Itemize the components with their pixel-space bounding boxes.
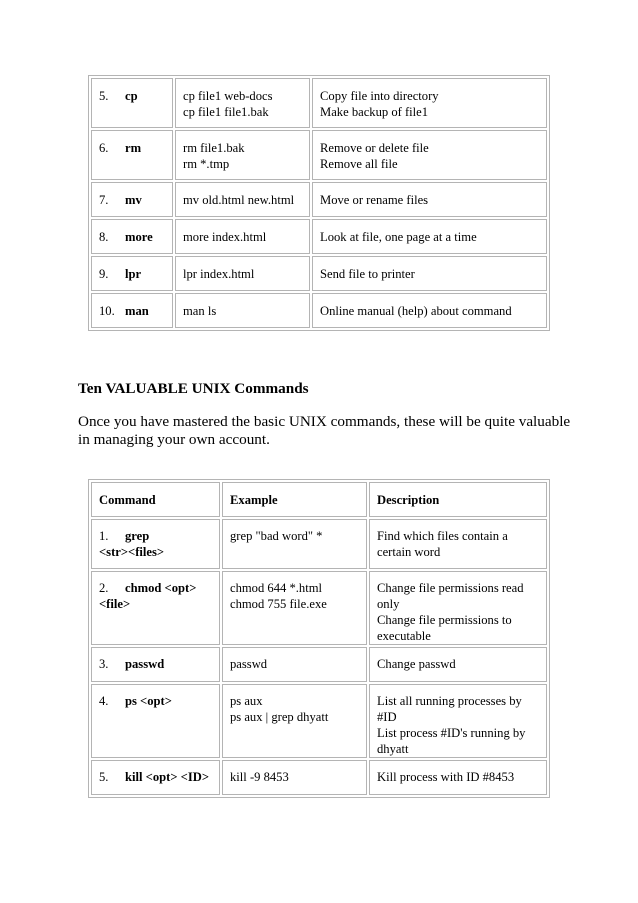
basic-commands-table: [88, 75, 550, 331]
cell-line: Make backup of file1: [320, 105, 429, 119]
command-cell: [91, 760, 220, 795]
command-name: kill <opt> <ID>: [125, 770, 209, 784]
table-row: [91, 130, 547, 180]
cell-line: #ID: [377, 710, 397, 724]
command-name: rm: [125, 141, 142, 155]
command-cell: [91, 519, 220, 569]
description-cell: [312, 78, 547, 128]
command-cell: [91, 684, 220, 758]
cell-line: Send file to printer: [320, 267, 415, 281]
row-number: 2.: [99, 581, 109, 595]
row-number: 5.: [99, 770, 109, 784]
cell-line: Remove or delete file: [320, 141, 429, 155]
table-row: [91, 256, 547, 291]
example-cell: [175, 219, 310, 254]
cell-line: executable: [377, 629, 431, 643]
command-cell: [91, 130, 173, 180]
command-name: grep: [125, 529, 150, 543]
row-number: 8.: [99, 230, 109, 244]
example-cell: [175, 256, 310, 291]
table-row: [91, 219, 547, 254]
description-cell: [312, 256, 547, 291]
description-cell: [369, 571, 547, 645]
command-name: mv: [125, 193, 142, 207]
command-name: cp: [125, 89, 138, 103]
example-cell: [222, 571, 367, 645]
description-cell: [312, 219, 547, 254]
cell-line: ps aux | grep dhyatt: [230, 710, 329, 724]
row-number: 3.: [99, 657, 109, 671]
table-row: [91, 647, 547, 682]
cell-line: Online manual (help) about command: [320, 304, 512, 318]
command-name: chmod <opt>: [125, 581, 197, 595]
header-command: Command: [91, 482, 220, 517]
command-cell: [91, 647, 220, 682]
cell-line: Kill process with ID #8453: [377, 770, 515, 784]
command-cell: [91, 219, 173, 254]
row-number: 5.: [99, 89, 109, 103]
command-name: more: [125, 230, 153, 244]
description-cell: [369, 647, 547, 682]
cell-line: chmod 644 *.html: [230, 581, 322, 595]
row-number: 7.: [99, 193, 109, 207]
command-name: passwd: [125, 657, 165, 671]
command-name: lpr: [125, 267, 142, 281]
cell-line: Remove all file: [320, 157, 398, 171]
section-intro: Once you have mastered the basic UNIX commands, these will be quite valuable in managing your own account.: [78, 413, 571, 448]
example-cell: [222, 647, 367, 682]
example-cell: [222, 519, 367, 569]
cell-line: Change passwd: [377, 657, 456, 671]
cell-line: chmod 755 file.exe: [230, 597, 327, 611]
example-cell: [222, 684, 367, 758]
section-heading: Ten VALUABLE UNIX Commands: [78, 380, 309, 397]
cell-line: more index.html: [183, 230, 267, 244]
description-cell: [369, 519, 547, 569]
cell-line: mv old.html new.html: [183, 193, 295, 207]
example-cell: [222, 760, 367, 795]
example-cell: [175, 78, 310, 128]
cell-line: grep "bad word" *: [230, 529, 323, 543]
cell-line: rm *.tmp: [183, 157, 230, 171]
command-name: ps <opt>: [125, 694, 172, 708]
command-name: man: [125, 304, 149, 318]
cell-line: List all running processes by: [377, 694, 522, 708]
cell-line: Find which files contain a: [377, 529, 508, 543]
command-cell: [91, 571, 220, 645]
cell-line: kill -9 8453: [230, 770, 289, 784]
command-args: <str><files>: [99, 545, 165, 559]
cell-line: Move or rename files: [320, 193, 429, 207]
table-row: [91, 182, 547, 217]
description-cell: [312, 293, 547, 328]
cell-line: passwd: [230, 657, 268, 671]
description-cell: [312, 130, 547, 180]
description-cell: [369, 760, 547, 795]
example-cell: [175, 293, 310, 328]
description-cell: [369, 684, 547, 758]
cell-line: Copy file into directory: [320, 89, 439, 103]
row-number: 10.: [99, 304, 115, 318]
table-row: [91, 684, 547, 758]
example-cell: [175, 130, 310, 180]
cell-line: certain word: [377, 545, 441, 559]
table-header-row: [91, 482, 547, 517]
table-row: [91, 571, 547, 645]
cell-line: dhyatt: [377, 742, 409, 756]
cell-line: lpr index.html: [183, 267, 255, 281]
command-cell: [91, 256, 173, 291]
command-args: <file>: [99, 597, 131, 611]
header-description: Description: [369, 482, 547, 517]
row-number: 1.: [99, 529, 109, 543]
cell-line: cp file1 file1.bak: [183, 105, 269, 119]
row-number: 6.: [99, 141, 109, 155]
description-cell: [312, 182, 547, 217]
table-row: [91, 519, 547, 569]
row-number: 4.: [99, 694, 109, 708]
table-row: [91, 293, 547, 328]
command-cell: [91, 182, 173, 217]
table-row: [91, 78, 547, 128]
cell-line: List process #ID's running by: [377, 726, 526, 740]
cell-line: rm file1.bak: [183, 141, 245, 155]
table-row: [91, 760, 547, 795]
valuable-commands-table: [88, 479, 550, 798]
cell-line: Change file permissions to: [377, 613, 512, 627]
example-cell: [175, 182, 310, 217]
cell-line: Look at file, one page at a time: [320, 230, 477, 244]
command-cell: [91, 293, 173, 328]
cell-line: cp file1 web-docs: [183, 89, 273, 103]
command-cell: [91, 78, 173, 128]
cell-line: only: [377, 597, 400, 611]
cell-line: ps aux: [230, 694, 263, 708]
header-example: Example: [222, 482, 367, 517]
cell-line: Change file permissions read: [377, 581, 524, 595]
cell-line: man ls: [183, 304, 217, 318]
row-number: 9.: [99, 267, 109, 281]
